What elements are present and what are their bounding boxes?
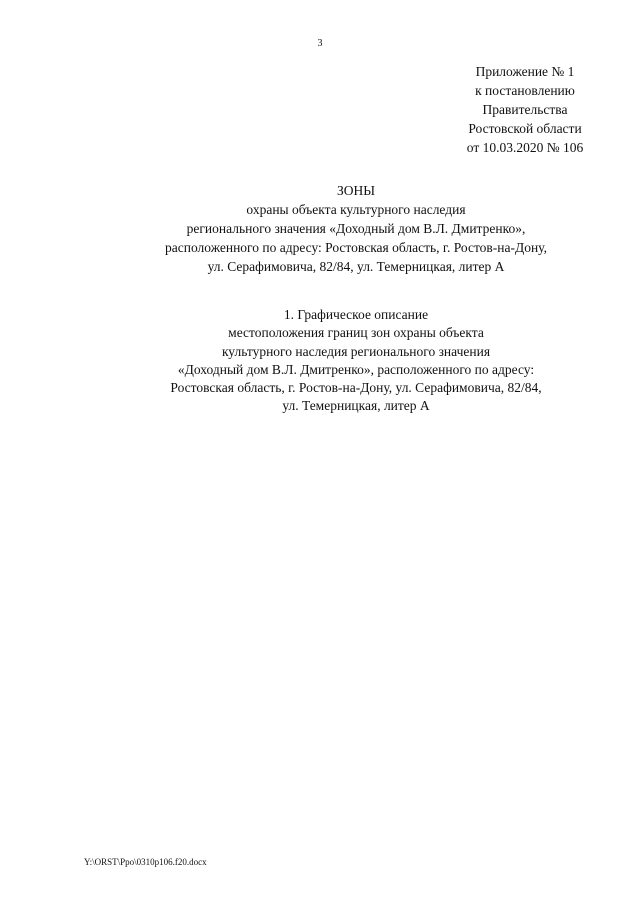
document-title <box>0 181 640 276</box>
title-heading: ЗОНЫ <box>336 183 376 198</box>
section-heading-line: Ростовская область, г. Ростов-на-Дону, ул. Серафимовича, 82/84, <box>170 380 542 396</box>
appendix-line: к постановлению <box>475 83 575 98</box>
title-line: ул. Серафимовича, 82/84, ул. Темерницкая, литер А <box>207 259 505 274</box>
footer-file-path: Y:\ORST\Ppo\0310p106.f20.docx <box>84 857 207 867</box>
section-heading-line: 1. Графическое описание <box>283 307 429 322</box>
appendix-line: Приложение № 1 <box>475 64 575 79</box>
appendix-line: Ростовской области <box>468 121 582 136</box>
title-line: расположенного по адресу: Ростовская область, г. Ростов-на-Дону, <box>165 240 547 255</box>
section-heading-line: местоположения границ зон охраны объекта <box>228 325 484 341</box>
section-heading <box>0 306 640 416</box>
appendix-line: Правительства <box>482 102 568 117</box>
section-heading-line: культурного наследия регионального значения <box>221 343 491 359</box>
title-line: охраны объекта культурного наследия <box>246 202 466 217</box>
section-heading-line: «Доходный дом В.Л. Дмитренко», расположенного по адресу: <box>177 361 535 377</box>
page-number: 3 <box>317 38 323 49</box>
appendix-line: от 10.03.2020 № 106 <box>466 140 584 155</box>
section-heading-line: ул. Темерницкая, литер А <box>282 398 430 414</box>
title-line: регионального значения «Доходный дом В.Л. Дмитренко», <box>186 221 526 236</box>
appendix-reference <box>430 62 620 157</box>
